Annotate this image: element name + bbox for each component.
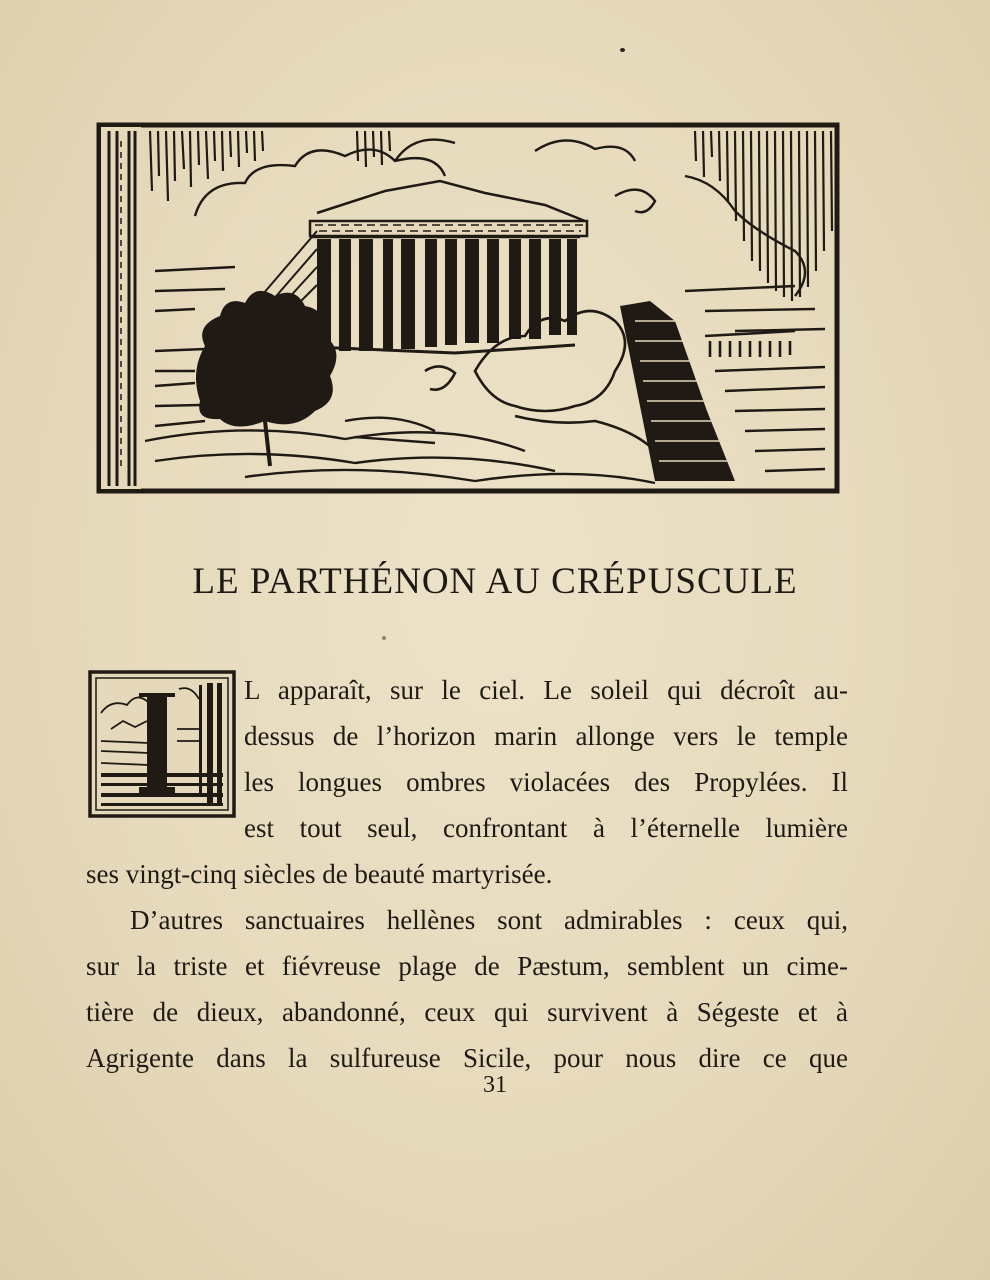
indented-paragraph-lines xyxy=(244,667,848,851)
text-line: sur la triste et fiévreuse plage de Pæstum, semblent un cime- xyxy=(86,951,848,981)
text-line: L apparaît, sur le ciel. Le soleil qui décroît au- xyxy=(244,675,848,705)
chapter-title: LE PARTHÉNON AU CRÉPUSCULE xyxy=(192,561,798,602)
text-line: les longues ombres violacées des Propylées. Il xyxy=(244,767,848,797)
text-line: ses vingt-cinq siècles de beauté martyrisée. xyxy=(86,859,553,889)
body-paragraph-lines xyxy=(86,851,848,1081)
paper-speck xyxy=(620,48,625,52)
letter-i-woodcut-initial xyxy=(87,669,237,819)
text-line: est tout seul, confrontant à l’éternelle lumière xyxy=(244,813,848,843)
text-line: dessus de l’horizon marin allonge vers le temple xyxy=(244,721,848,751)
text-line: Agrigente dans la sulfureuse Sicile, pour nous dire ce que xyxy=(86,1043,848,1073)
page-number: 31 xyxy=(483,1072,507,1098)
text-line: D’autres sanctuaires hellènes sont admirables : ceux qui, xyxy=(130,905,848,935)
paper-speck xyxy=(382,636,386,640)
text-line: tière de dieux, abandonné, ceux qui survivent à Ségeste et à xyxy=(86,997,848,1027)
parthenon-woodcut-illustration xyxy=(95,121,841,495)
